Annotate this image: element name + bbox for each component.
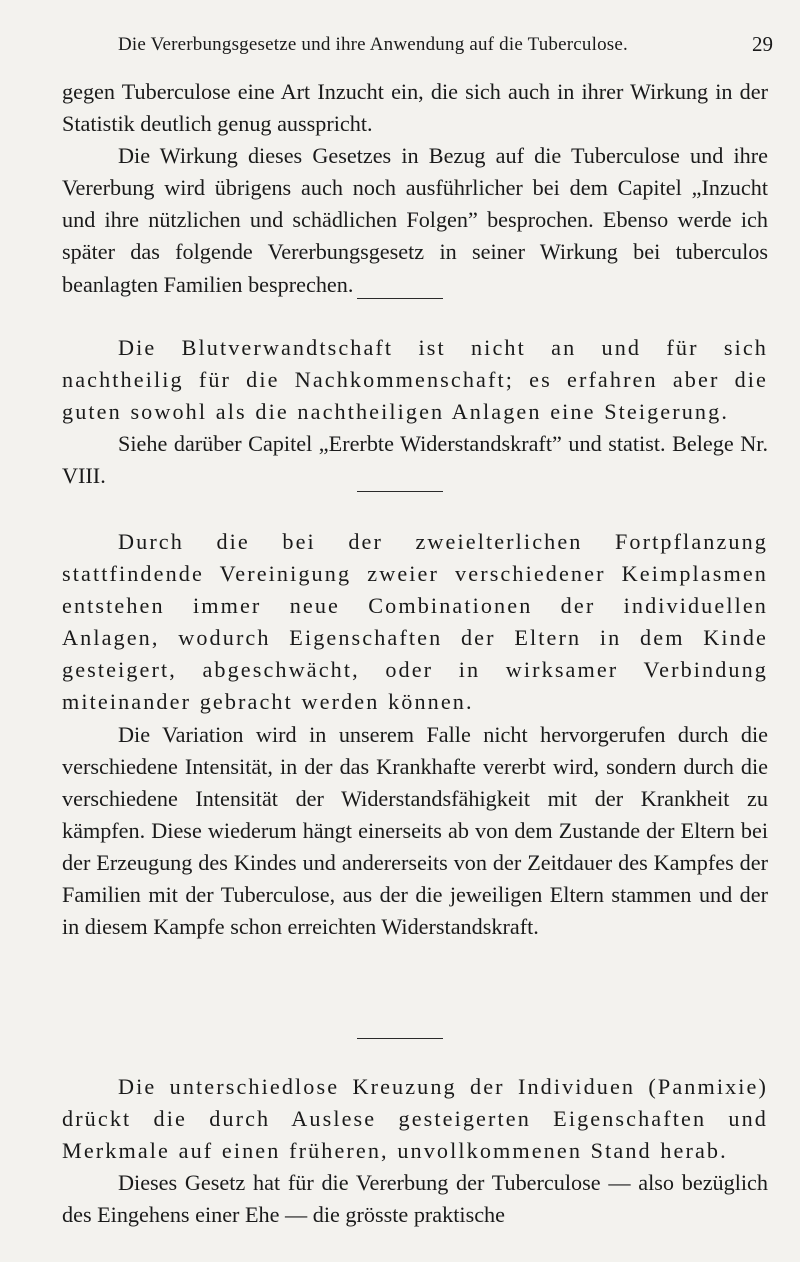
page-number: 29 bbox=[752, 32, 773, 56]
section-1 bbox=[62, 76, 768, 301]
section-divider bbox=[357, 491, 443, 492]
section-4 bbox=[62, 1071, 768, 1231]
paragraph: Siehe darüber Capitel „Ererbte Widerstandskraft” und statist. Belege Nr. VIII. bbox=[62, 431, 768, 489]
section-divider bbox=[357, 298, 443, 299]
paragraph-spaced: Durch die bei der zweielterlichen Fortpflanzung stattfindende Vereinigung zweier verschiedener Keimplasmen entstehen immer neue Combinationen der individuellen Anlagen, wodurch Eigenschaften der Eltern in dem Kinde gesteigert, abgeschwächt, oder in wirksamer Verbindung miteinander gebracht werden können. bbox=[62, 529, 768, 715]
paragraph: gegen Tuberculose eine Art Inzucht ein, die sich auch in ihrer Wirkung in der Statistik deutlich genug ausspricht. bbox=[62, 79, 768, 137]
section-divider bbox=[357, 1038, 443, 1039]
section-2 bbox=[62, 332, 768, 492]
paragraph: Die Variation wird in unserem Falle nicht hervorgerufen durch die verschiedene Intensität, in der das Krankhafte vererbt wird, sondern durch die verschiedene Intensität der Widerstandsfähigkeit mit der Krankheit zu kämpfen. Diese wiederum hängt einerseits ab von dem Zustande der Eltern bei der Erzeugung des Kindes und andererseits von der Zeitdauer des Kampfes der Familien mit der Tuberculose, aus der die jeweiligen Eltern stammen und der in diesem Kampfe schon erreichten Widerstandskraft. bbox=[62, 721, 768, 940]
paragraph-spaced: Die unterschiedlose Kreuzung der Individuen (Panmixie) drückt die durch Auslese gesteigerten Eigenschaften und Merkmale auf einen früheren, unvollkommenen Stand herab. bbox=[62, 1074, 768, 1164]
paragraph: Dieses Gesetz hat für die Vererbung der Tuberculose — also bezüglich des Eingehens einer Ehe — die grösste praktische bbox=[62, 1170, 768, 1228]
paragraph: Die Wirkung dieses Gesetzes in Bezug auf die Tuberculose und ihre Vererbung wird übrigens auch noch ausführlicher bei dem Capitel „Inzucht und ihre nützlichen und schädlichen Folgen” besprochen. Ebenso werde ich später das folgende Vererbungsgesetz in seiner Wirkung bei tuberculos beanlagten Familien besprechen. bbox=[62, 143, 768, 297]
running-title: Die Vererbungsgesetze und ihre Anwendung auf die Tuberculose. bbox=[118, 34, 628, 55]
paragraph-spaced: Die Blutverwandtschaft ist nicht an und für sich nachtheilig für die Nachkommenschaft; es erfahren aber die guten sowohl als die nachtheiligen Anlagen eine Steigerung. bbox=[62, 335, 768, 425]
section-3 bbox=[62, 526, 768, 943]
